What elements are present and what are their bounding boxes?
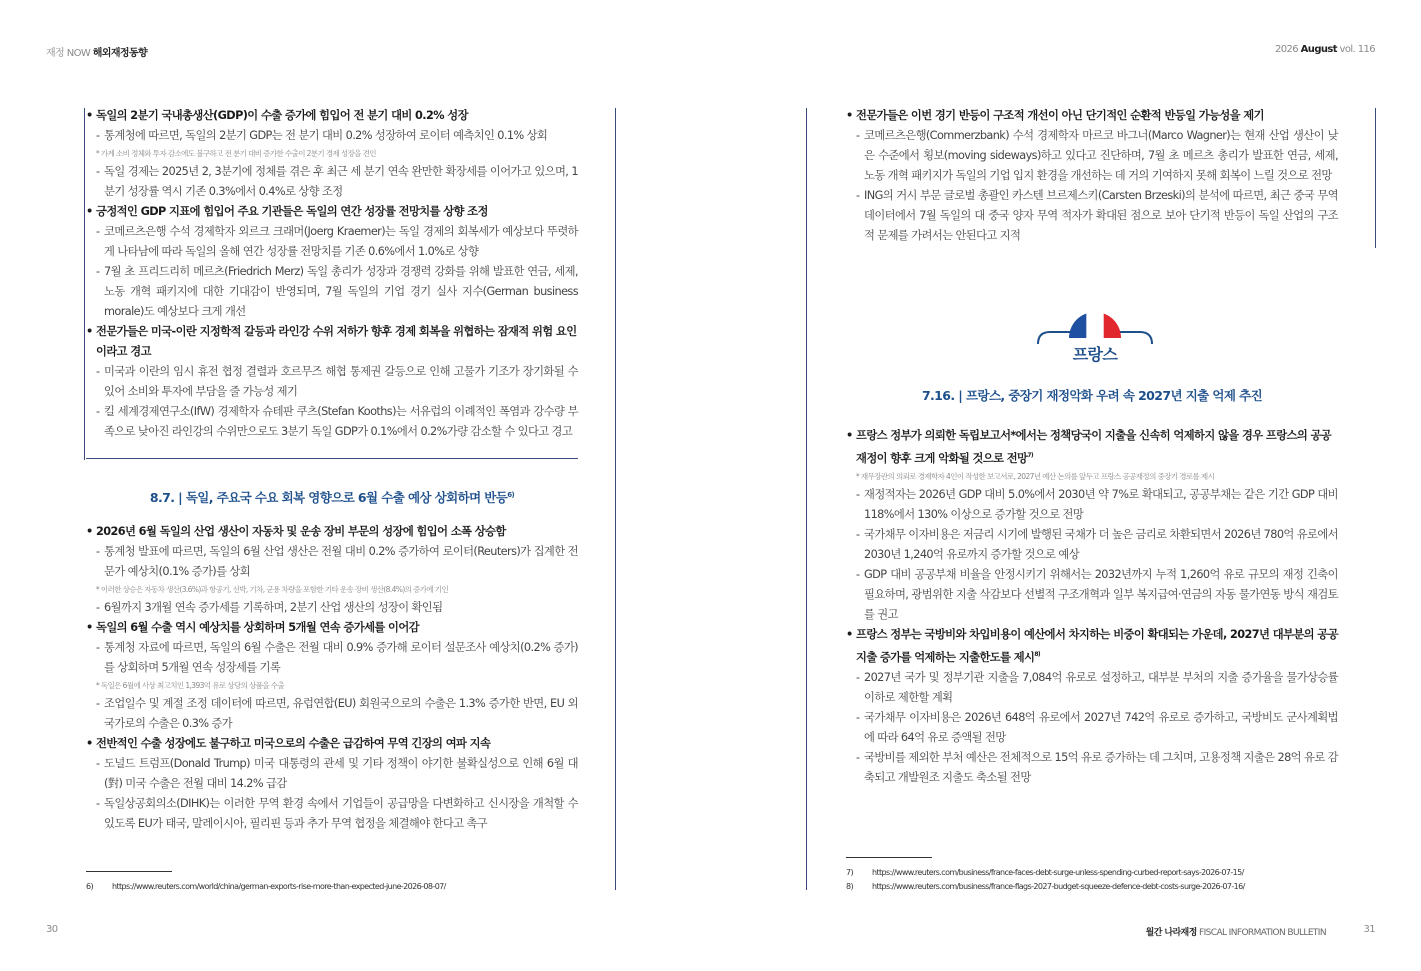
- footnote-note-text: * 재무장관의 의뢰로 경제학자 4인이 작성한 보고서로, 2027년 예산 논의를 앞두고 프랑스 공공재정의 중장기 경로를 제시: [856, 471, 1215, 481]
- footnote-8: [846, 880, 1245, 894]
- section-title-text: 8.7. | 독일, 주요국 수요 회복 영향으로 6월 수출 예상 상회하며 반등: [149, 490, 508, 506]
- left-column: [86, 106, 578, 834]
- bullet-detail-text: 통계청 자료에 따르면, 독일의 6월 수출은 전월 대비 0.9% 증가해 로이터 설문조사 예상치(0.2% 증가)를 상회하며 5개월 연속 성장세를 기록: [104, 641, 578, 675]
- bullet-detail: [846, 668, 1338, 708]
- bullet-detail-text: 독일 경제는 2025년 2, 3분기에 정체를 겪은 후 최근 세 분기 연속 완만한 확장세를 이어가고 있으며, 1분기 성장률 역시 기존 0.3%에서 0.4%로 상향 조정: [104, 165, 578, 198]
- header-year: 2026: [1275, 44, 1299, 55]
- bullet-detail-text: 독일상공회의소(DIHK)는 이러한 무역 환경 속에서 기업들이 공급망을 다변화하고 신시장을 개척할 수 있도록 EU가 태국, 말레이시아, 필리핀 등과 추가 무역 협정을 체결해야 한다고 촉구: [104, 797, 578, 831]
- bullet-heading-text: 전반적인 수출 성장에도 불구하고 미국으로의 수출은 급감하여 무역 긴장의 여파 지속: [96, 737, 491, 751]
- right-column-top: [846, 106, 1338, 246]
- germany-exports-section: [86, 522, 578, 834]
- publication-title: [1146, 925, 1326, 938]
- bullet-detail: [86, 262, 578, 322]
- flag-half-circle: [1069, 308, 1121, 340]
- page-number-right: 31: [1363, 924, 1375, 935]
- footnote-note: [846, 469, 1338, 485]
- bullet-detail: [86, 126, 578, 146]
- bullet-heading: [86, 522, 578, 542]
- footnote-note-text: * 독일은 6월에 사상 최고치인 1,393억 유로 상당의 상품을 수출: [96, 681, 285, 691]
- header-section-prefix: 재정 NOW: [46, 48, 91, 59]
- bullet-detail: [846, 525, 1338, 565]
- bullet-detail: [846, 748, 1338, 788]
- footnote-number: 6): [86, 882, 94, 891]
- bullet-detail-text: 국방비를 제외한 부처 예산은 전체적으로 15억 유로 증가하는 데 그치며, 고용정책 지출은 28억 유로 감축되고 개발원조 지출도 축소될 전망: [864, 750, 1338, 784]
- footnote-7: [846, 866, 1244, 880]
- bullet-heading: [846, 106, 1338, 126]
- country-label: 프랑스: [1072, 345, 1118, 364]
- bullet-detail-text: GDP 대비 공공부채 비율을 안정시키기 위해서는 2032년까지 누적 1,260억 유로 규모의 재정 긴축이 필요하며, 광범위한 지출 삭감보다 선별적 구조개혁과 일부 복지급여·연금의 자동 물가연동 방식 재검토를 권고: [864, 567, 1338, 621]
- bullet-detail-text: 통계청 발표에 따르면, 독일의 6월 산업 생산은 전월 대비 0.2% 증가하여 로이터(Reuters)가 집계한 전문가 예상치(0.1% 증가)를 상회: [104, 545, 578, 579]
- bullet-detail: [86, 162, 578, 202]
- right-column-france: [846, 386, 1338, 788]
- bullet-detail: [86, 598, 578, 618]
- bullet-detail-text: 조업일수 및 계절 조정 데이터에 따르면, 유럽연합(EU) 회원국으로의 수출은 1.3% 증가한 반면, EU 외 국가로의 수출은 0.3% 증가: [104, 697, 578, 731]
- bullet-detail: [846, 485, 1338, 525]
- publication-title-en: FISCAL INFORMATION BULLETIN: [1199, 928, 1326, 938]
- footnote-number: 7): [846, 868, 854, 877]
- bullet-heading: [846, 426, 1338, 469]
- right-page-rule: [806, 108, 807, 890]
- section-title-france: 7.16. | 프랑스, 중장기 재정악화 우려 속 2027년 지출 억제 추진: [921, 388, 1263, 403]
- bullet-detail: [86, 794, 578, 834]
- bullet-detail: [846, 565, 1338, 625]
- bullet-detail-text: 킬 세계경제연구소(IfW) 경제학자 슈테판 쿠츠(Stefan Kooths)는 서유럽의 이례적인 폭염과 강수량 부족으로 낮아진 라인강의 수위만으로도 3분기 독일 GDP가 0.1%에서 0.2%가량 감소할 수 있다고 경고: [104, 405, 578, 438]
- publication-title-kr: 월간 나라재정: [1145, 928, 1197, 938]
- germany-outlook-section: [846, 106, 1338, 246]
- bullet-detail: [86, 542, 578, 582]
- france-budget-section: [846, 426, 1338, 788]
- footnote-rule-right: [846, 857, 932, 858]
- bullet-detail-text: 재정적자는 2026년 GDP 대비 5.0%에서 2030년 약 7%로 확대되고, 공공부채는 같은 기간 GDP 대비 118%에서 130% 이상으로 증가할 것으로 전망: [864, 487, 1338, 521]
- bullet-detail-text: 미국과 이란의 임시 휴전 협정 결렬과 호르무즈 해협 통제권 갈등으로 인해 고물가 기조가 장기화될 수 있어 소비와 투자에 부담을 줄 가능성 제기: [104, 365, 578, 398]
- footnote-link[interactable]: https://www.reuters.com/business/france-faces-debt-surge-unless-spending-curbed-report-says-2026-07-15/: [872, 868, 1244, 877]
- bullet-detail-text: 통계청에 따르면, 독일의 2분기 GDP는 전 분기 대비 0.2% 성장하여 로이터 예측치인 0.1% 상회: [104, 129, 548, 142]
- footnote-6: [86, 880, 446, 894]
- bullet-detail: [86, 402, 578, 442]
- footnote-link[interactable]: https://www.reuters.com/business/france-flags-2027-budget-squeeze-defence-debt-costs-surge-2026-07-16/: [872, 882, 1245, 891]
- running-header-left: [46, 44, 147, 59]
- left-top-rule: [84, 108, 85, 460]
- bullet-heading: [846, 625, 1338, 668]
- footnote-note: [86, 582, 578, 598]
- bullet-heading: [86, 618, 578, 638]
- running-header-right: [1275, 44, 1375, 55]
- germany-gdp-section: [86, 106, 578, 442]
- bullet-detail-text: 6월까지 3개월 연속 증가세를 기록하며, 2분기 산업 생산의 성장이 확인됨: [104, 601, 443, 615]
- bullet-detail-text: 도널드 트럼프(Donald Trump) 미국 대통령의 관세 및 기타 정책이 야기한 불확실성으로 인해 6월 대(對) 미국 수출은 전월 대비 14.2% 급감: [104, 757, 578, 791]
- footnote-rule-left: [86, 871, 172, 872]
- bullet-detail: [86, 754, 578, 794]
- footnote-note-text: * 가계 소비 정체와 투자 감소에도 불구하고 전 분기 대비 증가한 수출이 2분기 경제 성장을 견인: [96, 149, 376, 158]
- footnote-note: [86, 678, 578, 694]
- bullet-heading: [86, 202, 578, 222]
- bullet-detail: [846, 126, 1338, 186]
- bullet-detail: [86, 362, 578, 402]
- bullet-detail: [86, 694, 578, 734]
- footnote-ref: 6): [507, 491, 515, 499]
- bullet-detail-text: 국가채무 이자비용은 저금리 시기에 발행된 국채가 더 높은 금리로 차환되면서 2026년 780억 유로에서 2030년 1,240억 유로까지 증가할 것으로 예상: [864, 527, 1338, 561]
- footnote-ref: 7): [1027, 452, 1034, 459]
- page-number-left: 30: [46, 924, 58, 935]
- bullet-heading-text: 프랑스 정부가 의뢰한 독립보고서*에서는 정책당국이 지출을 신속히 억제하지 않을 경우 프랑스의 공공재정이 향후 크게 악화될 것으로 전망: [856, 429, 1332, 465]
- bullet-heading-text: 독일의 2분기 국내총생산(GDP)이 수출 증가에 힘입어 전 분기 대비 0.2% 성장: [96, 109, 468, 122]
- footnote-link[interactable]: https://www.reuters.com/world/china/german-exports-rise-more-than-expected-june-2026-08-07/: [112, 882, 446, 891]
- bullet-heading-text: 프랑스 정부는 국방비와 차입비용이 예산에서 차지하는 비중이 확대되는 가운데, 2027년 대부분의 공공지출 증가를 억제하는 지출한도를 제시: [856, 627, 1338, 664]
- bullet-detail-text: 코메르츠은행 수석 경제학자 외르크 크래머(Joerg Kraemer)는 독일 경제의 회복세가 예상보다 뚜렷하게 나타남에 따라 독일의 올해 연간 성장률 전망치를 기존 0.6%에서 1.0%로 상향: [104, 225, 578, 258]
- bullet-heading-text: 긍정적인 GDP 지표에 힘입어 주요 기관들은 독일의 연간 성장률 전망치를 상향 조정: [96, 205, 488, 218]
- bullet-detail: [86, 638, 578, 678]
- bullet-detail-text: ING의 거시 부문 글로벌 총괄인 카스텐 브르제스키(Carsten Brzeski)의 분석에 따르면, 최근 중국 무역 데이터에서 7월 독일의 대 중국 양자 무역 적자가 확대된 점으로 보아 단기적 반등이 독일 산업의 구조적 문제를 가려서는 안된다고 지적: [864, 189, 1338, 242]
- bullet-heading: [86, 734, 578, 754]
- footnote-note: [86, 146, 578, 162]
- footnote-number: 8): [846, 882, 854, 891]
- header-month: August: [1300, 44, 1337, 55]
- bullet-detail-text: 국가채무 이자비용은 2026년 648억 유로에서 2027년 742억 유로로 증가하고, 국방비도 군사계획법에 따라 64억 유로 증액될 전망: [864, 710, 1338, 744]
- bullet-detail-text: 2027년 국가 및 정부기관 지출을 7,084억 유로로 설정하고, 대부분 부처의 지출 증가율을 물가상승률 이하로 제한할 계획: [864, 670, 1338, 704]
- bullet-detail-text: 7월 초 프리드리히 메르츠(Friedrich Merz) 독일 총리가 성장과 경쟁력 강화를 위해 발표한 연금, 세제, 노동 개혁 패키지에 대한 기대감이 반영되며, 7월 독일의 기업 경기 실사 지수(German business morale)도 예상보다 크게 개선: [104, 265, 578, 318]
- header-volume: vol. 116: [1339, 44, 1375, 55]
- section-title-germany-exports: [86, 485, 578, 508]
- left-page-rule: [615, 108, 616, 890]
- bullet-heading-text: 전문가들은 이번 경기 반등이 구조적 개선이 아닌 단기적인 순환적 반등일 가능성을 제기: [856, 109, 1264, 122]
- bullet-heading-text: 독일의 6월 수출 역시 예상치를 상회하며 5개월 연속 증가세를 이어감: [96, 621, 419, 635]
- bullet-heading: [86, 106, 578, 126]
- bullet-heading: [86, 322, 578, 362]
- bullet-detail: [846, 186, 1338, 246]
- footnote-note-text: * 이러한 상승은 자동차 생산(3.6%)과 항공기, 선박, 기차, 군용 차량을 포함한 기타 운송 장비 생산(8.4%)의 증가에 기인: [96, 585, 449, 595]
- bullet-heading-text: 전문가들은 미국-이란 지정학적 갈등과 라인강 수위 저하가 향후 경제 회복을 위협하는 잠재적 위험 요인이라고 경고: [96, 325, 577, 358]
- bullet-detail: [846, 708, 1338, 748]
- right-top-rule: [1375, 108, 1376, 248]
- header-section-title: 해외재정동향: [92, 48, 148, 59]
- footnote-ref: 8): [1034, 650, 1041, 658]
- bullet-detail: [86, 222, 578, 262]
- bullet-heading-text: 2026년 6월 독일의 산업 생산이 자동차 및 운송 장비 부문의 성장에 힘입어 소폭 상승함: [96, 525, 506, 539]
- bullet-detail-text: 코메르츠은행(Commerzbank) 수석 경제학자 마르코 바그너(Marco Wagner)는 현재 산업 생산이 낮은 수준에서 횡보(moving sideways)하고 있다고 진단하며, 7월 초 메르츠 총리가 발표한 연금, 세제, 노동 개혁 패키지가 독일의 기업 입지 환경을 개선하는 데 거의 기여하지 못해 회복이 느릴 것으로 전망: [864, 129, 1338, 182]
